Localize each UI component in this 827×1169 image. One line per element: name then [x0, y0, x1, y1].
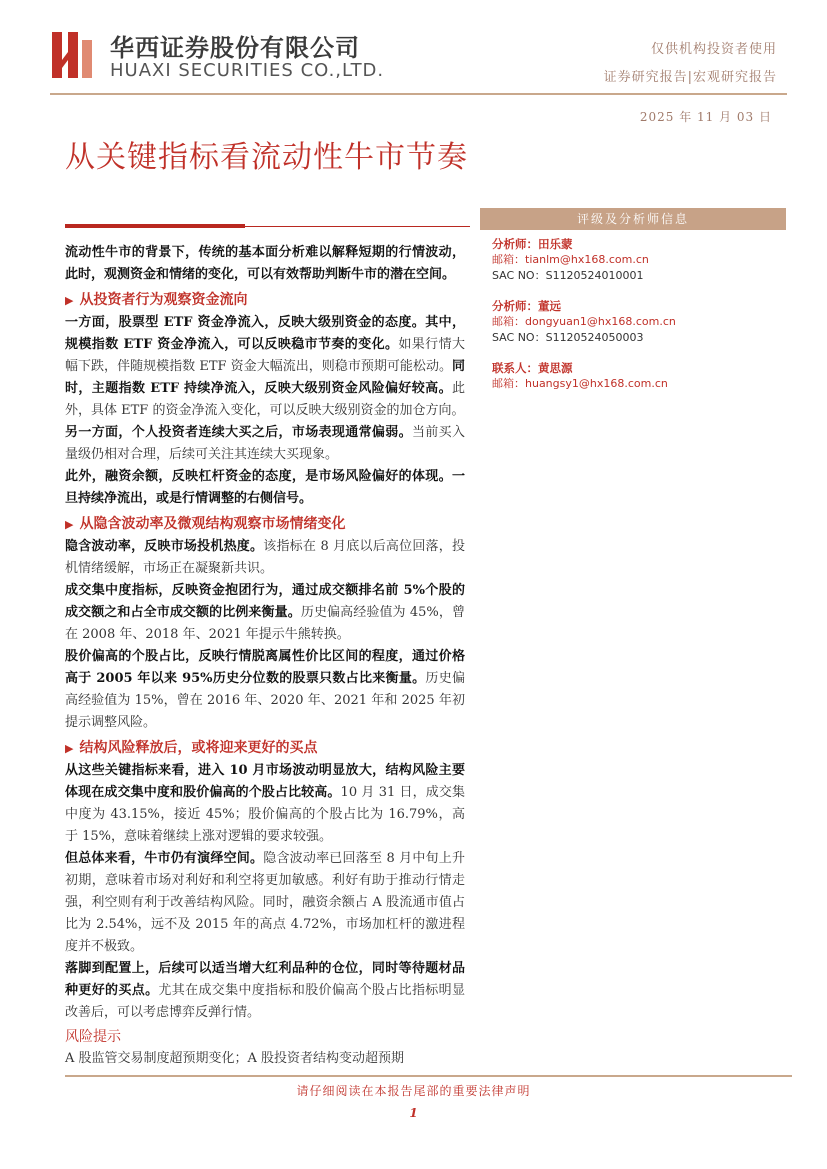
- main-body: [65, 242, 465, 1070]
- title-accent-bar: [65, 224, 245, 228]
- paragraph-structure: 从这些关键指标来看，进入 10 月市场波动明显放大，结构风险主要体现在成交集中度和股价偏高的个股占比较高。10 月 31 日，成交集中度为 43.15%，接近 45%；股价偏高的个股占比为 16.79%，高于 15%，意味着继续上涨对逻辑的要求较强。: [65, 763, 465, 844]
- analyst-2-sac: SAC NO：S1120524050003: [492, 331, 644, 344]
- analyst-info-panel: [492, 236, 782, 392]
- contact-name: 联系人：黄思源: [492, 361, 573, 375]
- analyst-1-email[interactable]: 邮箱：tianlm@hx168.com.cn: [492, 253, 649, 266]
- analyst-1-sac: SAC NO：S1120524010001: [492, 269, 644, 282]
- company-name-en: HUAXI SECURITIES CO.,LTD.: [110, 60, 385, 81]
- header-divider: [50, 93, 787, 95]
- paragraph-volatility: 隐含波动率，反映市场投机热度。该指标在 8 月底以后高位回落，投机情绪缓解，市场正在凝聚新共识。: [65, 539, 465, 576]
- paragraph-etf: 一方面，股票型 ETF 资金净流入，反映大级别资金的态度。其中，规模指数 ETF 资金净流入，可以反映稳市节奏的变化。如果行情大幅下跌，伴随规模指数 ETF 资金大幅流出，则稳市预期可能松动。同时，主题指数 ETF 持续净流入，反映大级别资金风险偏好较高。此外，具体 ETF 的资金净流入变化，可以反映大级别资金的加仓方向。: [65, 315, 465, 418]
- contact-email[interactable]: 邮箱：huangsy1@hx168.com.cn: [492, 377, 668, 390]
- analyst-2-name: 分析师：董远: [492, 299, 561, 313]
- report-title: 从关键指标看流动性牛市节奏: [65, 140, 468, 175]
- section-heading-3: ▶ 结构风险释放后，或将迎来更好的买点: [65, 740, 318, 756]
- legal-disclaimer: 请仔细阅读在本报告尾部的重要法律声明: [296, 1084, 531, 1098]
- footer-divider: [65, 1075, 792, 1077]
- risk-text: A 股监管交易制度超预期变化；A 股投资者结构变动超预期: [65, 1051, 405, 1066]
- section-heading-1: ▶ 从投资者行为观察资金流向: [65, 292, 248, 308]
- paragraph-retail: 另一方面，个人投资者连续大买之后，市场表现通常偏弱。当前买入量级仍相对合理，后续可关注其连续大买现象。: [65, 425, 465, 462]
- analyst-1-name: 分析师：田乐蒙: [492, 237, 573, 251]
- triangle-bullet-icon: ▶: [65, 742, 74, 755]
- paragraph-allocation: 落脚到配置上，后续可以适当增大红利品种的仓位，同时等待题材品种更好的买点。尤其在成交集中度指标和股价偏高个股占比指标明显改善后，可以考虑博弈反弹行情。: [65, 961, 465, 1020]
- paragraph-concentration: 成交集中度指标，反映资金抱团行为，通过成交额排名前 5%个股的成交额之和占全市成交额的比例来衡量。历史偏高经验值为 45%，曾在 2008 年、2018 年、2021 年提示牛熊转换。: [65, 583, 465, 642]
- audience-note: 仅供机构投资者使用: [650, 42, 777, 57]
- report-date: 2025 年 11 月 03 日: [639, 110, 772, 124]
- triangle-bullet-icon: ▶: [65, 294, 74, 307]
- paragraph-margin: 此外，融资余额，反映杠杆资金的态度，是市场风险偏好的体现。一旦持续净流出，或是行情调整的右侧信号。: [65, 469, 465, 506]
- risk-heading: 风险提示: [65, 1029, 121, 1045]
- page-number: 1: [409, 1106, 418, 1120]
- triangle-bullet-icon: ▶: [65, 518, 74, 531]
- intro-paragraph: 流动性牛市的背景下，传统的基本面分析难以解释短期的行情波动，此时，观测资金和情绪的变化，可以有效帮助判断牛市的潜在空间。: [65, 245, 465, 282]
- title-accent-line: [245, 226, 470, 227]
- report-type: 证券研究报告|宏观研究报告: [603, 70, 777, 85]
- huaxi-logo-icon: [52, 30, 94, 80]
- analyst-2-email[interactable]: 邮箱：dongyuan1@hx168.com.cn: [492, 315, 676, 328]
- paragraph-outlook: 但总体来看，牛市仍有演绎空间。隐含波动率已回落至 8 月中旬上升初期，意味着市场对利好和利空将更加敏感。利好有助于推动行情走强，利空则有利于改善结构风险。同时，融资余额占 A 股流通市值占比为 2.54%，远不及 2015 年的高点 4.72%，市场加杠杆的激进程度并不极致。: [65, 851, 465, 954]
- section-heading-2: ▶ 从隐含波动率及微观结构观察市场情绪变化: [65, 516, 346, 532]
- analyst-info-header: 评级及分析师信息: [480, 208, 786, 230]
- paragraph-high-price: 股价偏高的个股占比，反映行情脱离属性价比区间的程度，通过价格高于 2005 年以来 95%历史分位数的股票只数占比来衡量。历史偏高经验值为 15%，曾在 2016 年、2020 年、2021 年和 2025 年初提示调整风险。: [65, 649, 465, 730]
- company-name-cn: 华西证券股份有限公司: [110, 33, 360, 62]
